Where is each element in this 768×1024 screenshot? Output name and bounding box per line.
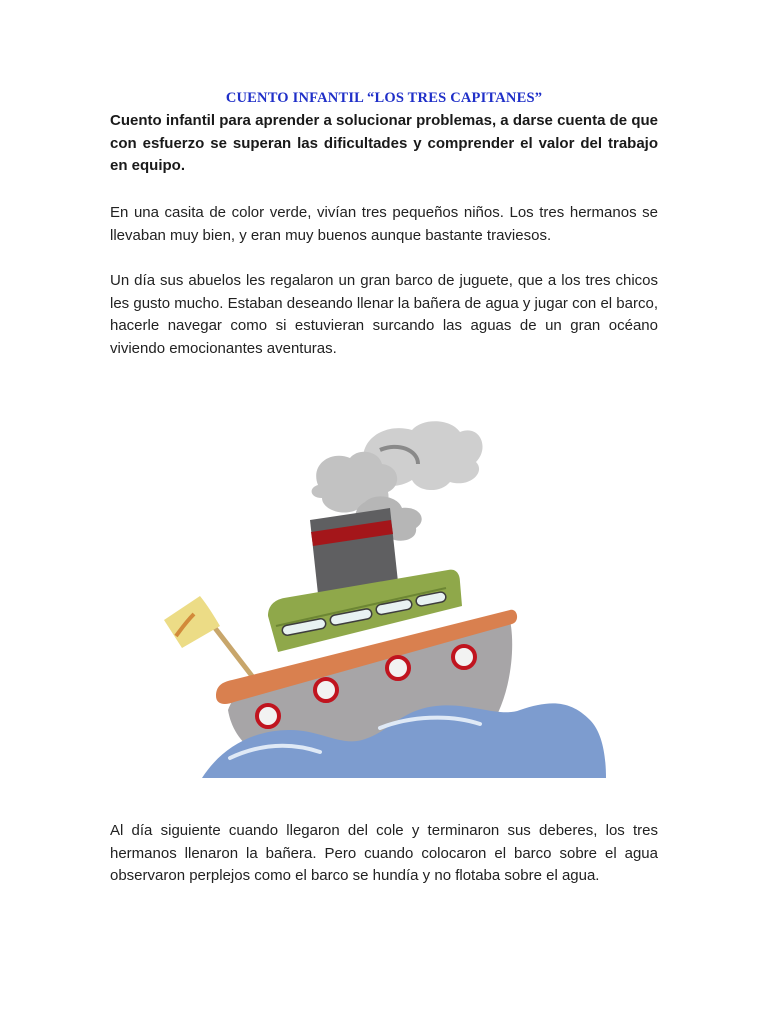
toy-boat-illustration (150, 410, 620, 785)
story-paragraph: Al día siguiente cuando llegaron del cole y terminaron sus deberes, los tres hermanos llenaron la bañera. Pero cuando colocaron el barco sobre el agua observaron perplejos como el barco se hundía y no flotaba sobre el agua. (110, 822, 658, 884)
flag (164, 596, 252, 676)
story-intro: Cuento infantil para aprender a solucionar problemas, a darse cuenta de que con esfuerzo se superan las dificultades y comprender el valor del trabajo en equipo. (110, 112, 658, 174)
story-paragraph: Un día sus abuelos les regalaron un gran barco de juguete, que a los tres chicos les gusto mucho. Estaban deseando llenar la bañera de agua y jugar con el barco, hacerle navegar como si estuvieran surcando las aguas de un gran océano viviendo emocionantes aventuras. (110, 272, 658, 357)
story-paragraph: En una casita de color verde, vivían tres pequeños niños. Los tres hermanos se llevaban muy bien, y eran muy buenos aunque bastante traviesos. (110, 204, 658, 244)
story-title: CUENTO INFANTIL “LOS TRES CAPITANES” (225, 90, 543, 106)
